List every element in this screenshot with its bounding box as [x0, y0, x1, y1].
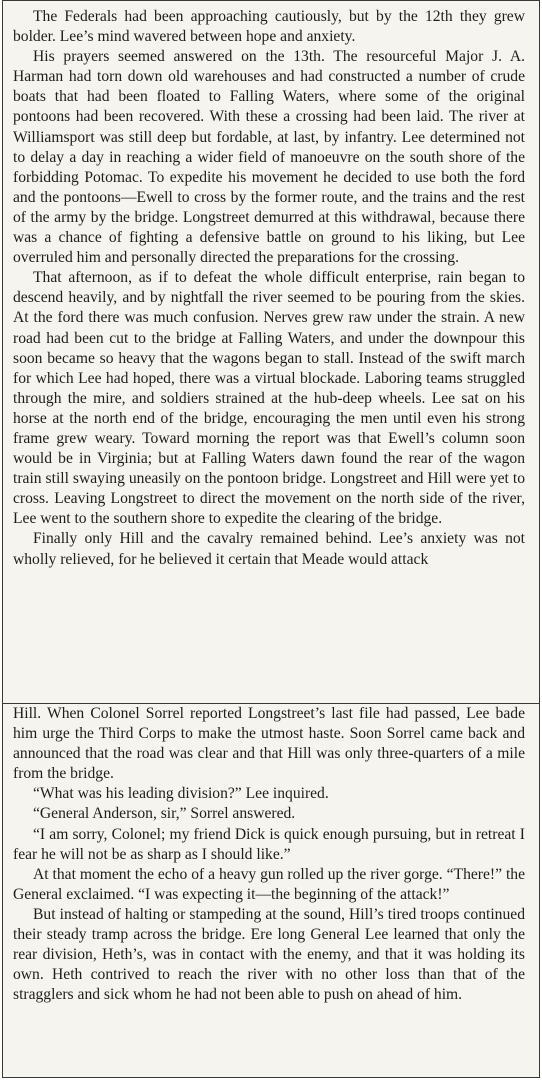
paragraph: That afternoon, as if to defeat the whole difficult enterprise, rain began to descend heavily, and by nightfall the river seemed to be pouring from the skies. At the ford there was much confusion. Nerves grew raw under the strain. A new road had been cut to the bridge at Falling Waters, and under the downpour this soon became so heavy that the wagons began to stall. Instead of the swift march for which Lee had hoped, there was a virtual blockade. Laboring teams struggled through the mire, and soldiers strained at the hub-deep wheels. Lee sat on his horse at the north end of the bridge, encouraging the men until even his strong frame grew weary. Toward morning the report was that Ewell’s column soon would be in Virginia; but at Falling Waters dawn found the rear of the wagon train still swaying uneasily on the pontoon bridge. Longstreet and Hill were yet to cross. Leaving Longstreet to direct the movement on the north side of the river, Lee went to the southern shore to expedite the clearing of the bridge. [13, 269, 525, 528]
book-page-scan-bottom [2, 703, 540, 1078]
paragraph: His prayers seemed answered on the 13th. The resourceful Major J. A. Harman had torn down old warehouses and had constructed a number of crude boats that had been floated to Falling Waters, where some of the original pontoons had been recovered. With these a crossing had been laid. The river at Williamsport was still deep but fordable, at last, by infantry. Lee determined not to delay a day in reaching a wider field of manoeuvre on the south shore of the forbidding Potomac. To expedite his movement he decided to use both the ford and the pontoons—Ewell to cross by the former route, and the trains and the rest of the army by the bridge. Longstreet demurred at this withdrawal, because there was a chance of fighting a defensive battle on ground to his liking, but Lee overruled him and personally directed the preparations for the crossing. [13, 48, 525, 267]
paragraph: “I am sorry, Colonel; my friend Dick is quick enough pursuing, but in retreat I fear he will not be as sharp as I should like.” [13, 825, 525, 863]
paragraph: “What was his leading division?” Lee inquired. [33, 785, 329, 803]
paragraph: “General Anderson, sir,” Sorrel answered. [33, 805, 296, 823]
paragraph: The Federals had been approaching cautiously, but by the 12th they grew bolder. Lee’s mind wavered between hope and anxiety. [13, 8, 525, 46]
book-page-scan-top [2, 0, 540, 704]
paragraph: But instead of halting or stampeding at the sound, Hill’s tired troops continued their steady tramp across the bridge. Ere long General Lee learned that only the rear division, Heth’s, was in contact with the enemy, and that it was holding its own. Heth contrived to reach the river with no other loss than that of the stragglers and sick whom he had not been able to push on ahead of him. [13, 905, 525, 1004]
paragraph: At that moment the echo of a heavy gun rolled up the river gorge. “There!” the General exclaimed. “I was expecting it—the beginning of the attack!” [13, 865, 525, 903]
paragraph: Finally only Hill and the cavalry remained behind. Lee’s anxiety was not wholly relieved, for he believed it certain that Meade would attack [13, 530, 525, 568]
paragraph-continued: Hill. When Colonel Sorrel reported Longstreet’s last file had passed, Lee bade him urge the Third Corps to make the utmost haste. Soon Sorrel came back and announced that the road was clear and that Hill was only three-quarters of a mile from the bridge. [13, 705, 525, 783]
